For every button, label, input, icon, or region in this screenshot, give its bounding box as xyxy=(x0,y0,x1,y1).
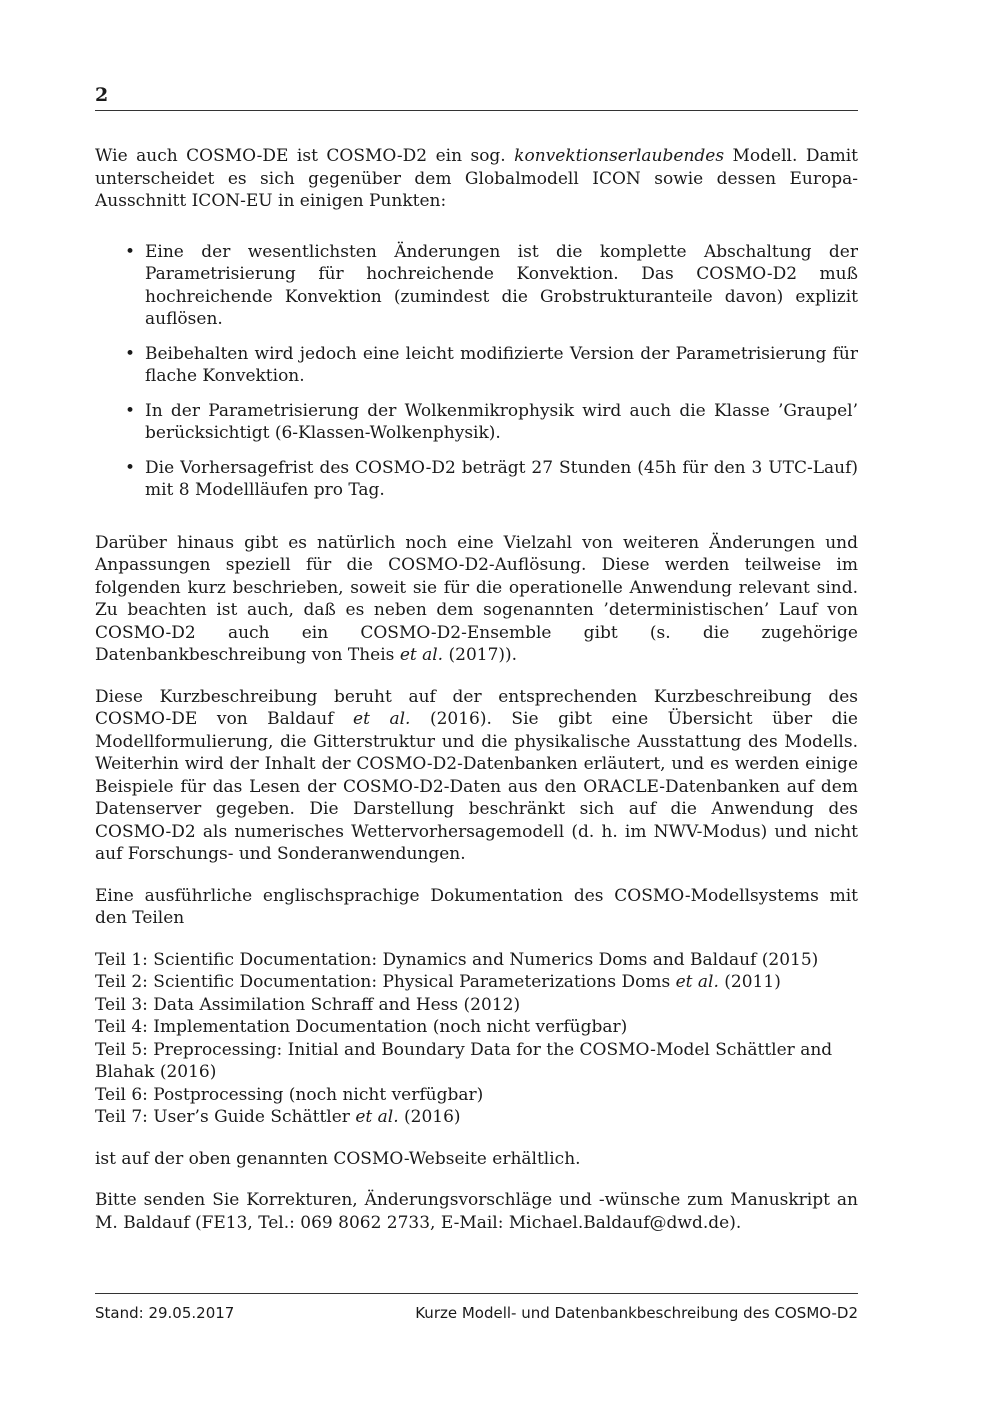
part-item: Teil 4: Implementation Documentation (noch nicht verfügbar) xyxy=(95,1017,628,1037)
paragraph-documentation: Eine ausführliche englischsprachige Dokumentation des COSMO-Modellsystems mit den Teilen xyxy=(95,885,858,928)
part-item: Teil 3: Data Assimilation Schraff and Hess (2012) xyxy=(95,994,521,1015)
footer-date: Stand: 29.05.2017 xyxy=(95,1304,235,1322)
paragraph-availability: ist auf der oben genannten COSMO-Webseite erhältlich. xyxy=(95,1148,581,1169)
footer-title: Kurze Modell- und Datenbankbeschreibung des COSMO-D2 xyxy=(415,1304,858,1322)
bullet-item: • Die Vorhersagefrist des COSMO-D2 beträgt 27 Stunden (45h für den 3 UTC-Lauf) mit 8 Modellläufen pro Tag. xyxy=(145,457,858,502)
paragraph-contact: Bitte senden Sie Korrekturen, Änderungsvorschläge und -wünsche zum Manuskript an M. Baldauf (FE13, Tel.: 069 8062 2733, E-Mail: Michael.Baldauf@dwd.de). xyxy=(95,1190,858,1233)
part-item: Teil 1: Scientific Documentation: Dynamics and Numerics Doms and Baldauf (2015) xyxy=(95,949,819,970)
paragraph-summary: Diese Kurzbeschreibung beruht auf der entsprechenden Kurzbeschreibung des COSMO-DE von Baldauf et al. (2016). Sie gibt eine Übersicht über die Modellformulierung, die Gitterstruktur und die physikalische Ausstattung des Modells. Weiterhin wird der Inhalt der COSMO-D2-Datenbanken erläutert, und es werden einige Beispiele für das Lesen der COSMO-D2-Daten aus den ORACLE-Datenbanken auf dem Datenserver gegeben. Die Darstellung beschränkt sich auf die Anwendung des COSMO-D2 als numerisches Wettervorhersagemodell (d. h. im NWV-Modus) und nicht auf Forschungs- und Sonderanwendungen. xyxy=(95,686,858,864)
page-body xyxy=(95,145,858,1253)
part-item: Teil 7: User’s Guide Schättler et al. (2016) xyxy=(95,1107,461,1127)
intro-paragraph: Wie auch COSMO-DE ist COSMO-D2 ein sog. konvektionserlaubendes Modell. Damit unterscheidet es sich gegenüber dem Globalmodell ICON sowie dessen Europa-Ausschnitt ICON-EU in einigen Punkten: xyxy=(95,146,858,211)
page-number: 2 xyxy=(95,84,109,106)
bullet-item: • Eine der wesentlichsten Änderungen ist die komplette Abschaltung der Parametrisierung für hochreichende Konvektion. Das COSMO-D2 muß hochreichende Konvektion (zumindest die Grobstrukturanteile davon) explizit auflösen. xyxy=(145,241,858,331)
bullet-item: • Beibehalten wird jedoch eine leicht modifizierte Version der Parametrisierung für flache Konvektion. xyxy=(145,343,858,388)
bullet-item: • In der Parametrisierung der Wolkenmikrophysik wird auch die Klasse ’Graupel’ berücksichtigt (6-Klassen-Wolkenphysik). xyxy=(145,400,858,445)
page-header xyxy=(95,84,858,111)
page-footer xyxy=(95,1293,858,1322)
bullet-list xyxy=(95,241,858,502)
part-item: Teil 6: Postprocessing (noch nicht verfügbar) xyxy=(95,1084,484,1105)
part-item: Teil 2: Scientific Documentation: Physical Parameterizations Doms et al. (2011) xyxy=(95,972,781,992)
part-item: Teil 5: Preprocessing: Initial and Boundary Data for the COSMO-Model Schättler and Blahak (2016) xyxy=(95,1039,833,1082)
documentation-parts-list xyxy=(95,949,858,1129)
paragraph-changes: Darüber hinaus gibt es natürlich noch eine Vielzahl von weiteren Änderungen und Anpassungen speziell für die COSMO-D2-Auflösung. Diese werden teilweise im folgenden kurz beschrieben, soweit sie für die operationelle Anwendung relevant sind. Zu beachten ist auch, daß es neben dem sogenannten ’deterministischen’ Lauf von COSMO-D2 auch ein COSMO-D2-Ensemble gibt (s. die zugehörige Datenbankbeschreibung von Theis et al. (2017)). xyxy=(95,532,858,665)
